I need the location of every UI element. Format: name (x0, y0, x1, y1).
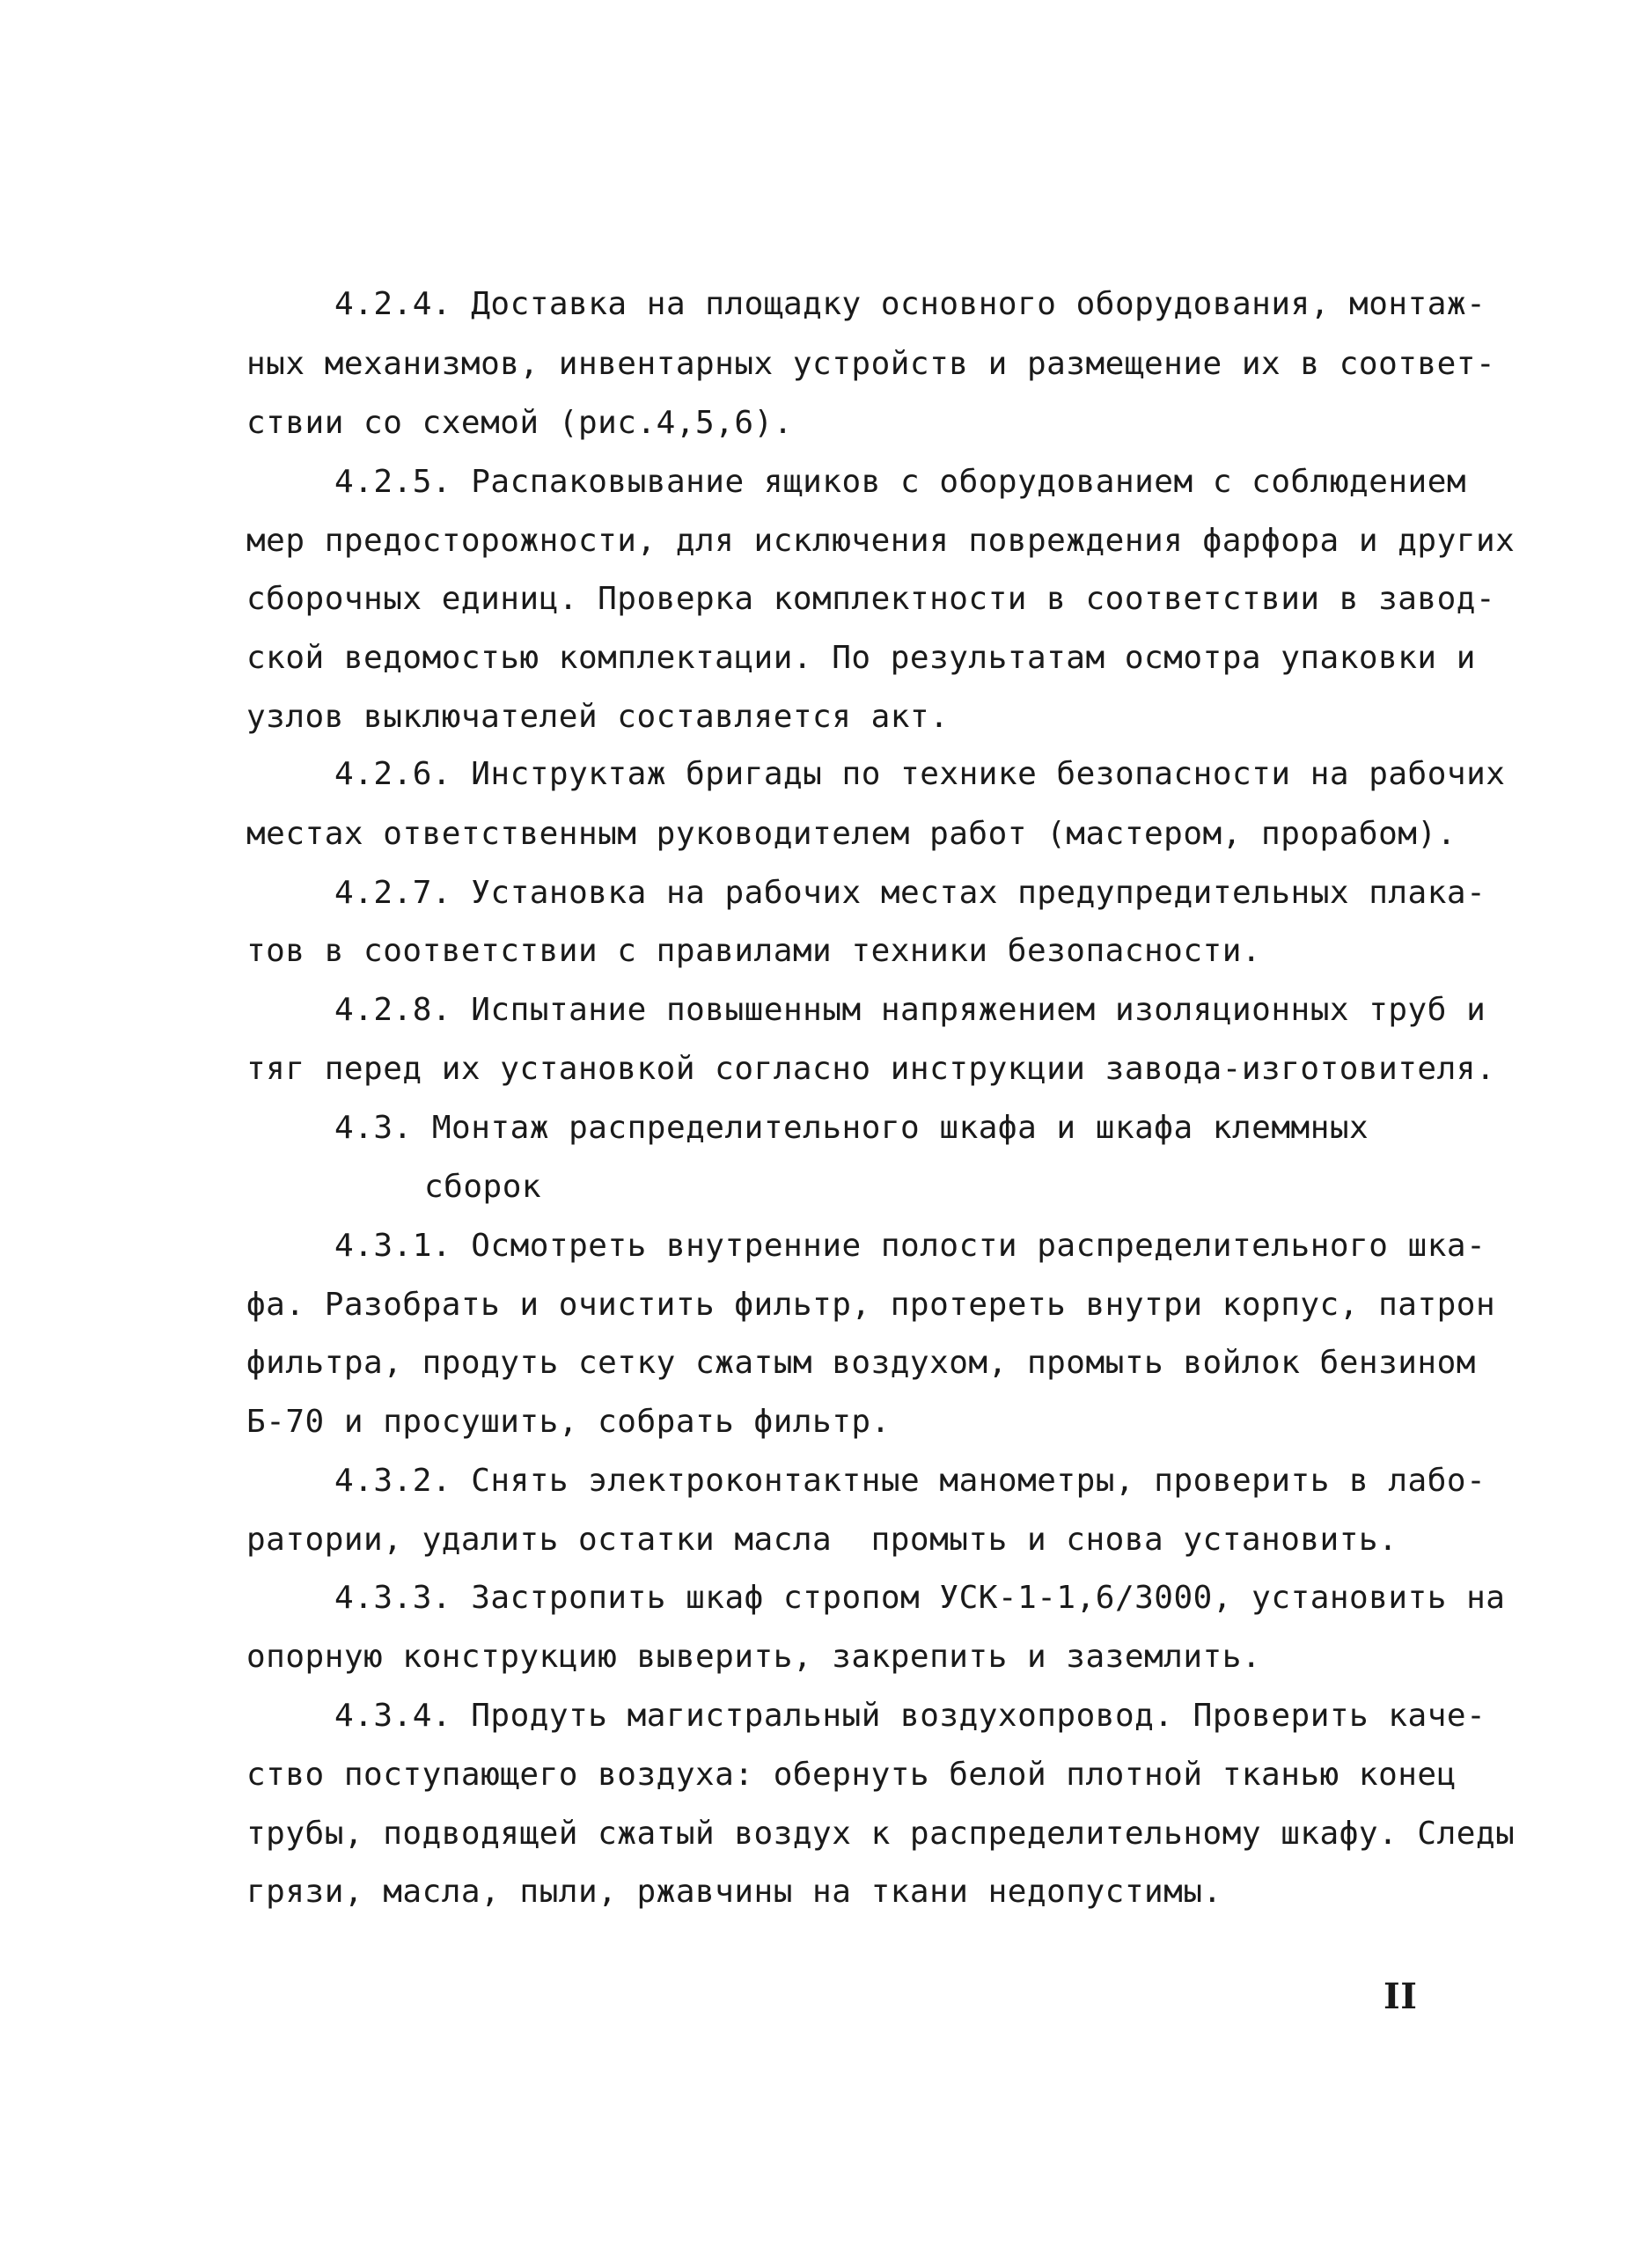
text-line: ство поступающего воздуха: обернуть белой плотной тканью конец (246, 1757, 1457, 1793)
text-line: 4.2.4. Доставка на площадку основного оборудования, монтаж- (334, 286, 1486, 322)
text-line: ных механизмов, инвентарных устройств и размещение их в соответ- (246, 346, 1496, 382)
text-line: ствии со схемой (рис.4,5,6). (246, 405, 793, 441)
text-line: трубы, подводящей сжатый воздух к распределительному шкафу. Следы (246, 1816, 1516, 1852)
text-line: опорную конструкцию выверить, закрепить и заземлить. (246, 1639, 1262, 1675)
text-line: 4.2.6. Инструктаж бригады по технике безопасности на рабочих (334, 756, 1506, 792)
text-line: узлов выключателей составляется акт. (246, 699, 950, 735)
text-line: местах ответственным руководителем работ (мастером, прорабом). (246, 816, 1457, 852)
text-line: тяг перед их установкой согласно инструкции завода-изготовителя. (246, 1051, 1496, 1087)
text-line: 4.3.1. Осмотреть внутренние полости распределительного шка- (334, 1228, 1486, 1264)
text-line: 4.3.4. Продуть магистральный воздухопровод. Проверить каче- (334, 1698, 1486, 1734)
text-line: 4.2.7. Установка на рабочих местах предупредительных плака- (334, 875, 1486, 911)
text-line: ратории, удалить остатки масла промыть и снова установить. (246, 1522, 1398, 1558)
text-line: мер предосторожности, для исключения повреждения фарфора и других (246, 523, 1516, 559)
section-heading: 4.3. Монтаж распределительного шкафа и шкафа клеммных (334, 1110, 1369, 1146)
text-line: 4.2.8. Испытание повышенным напряжением изоляционных труб и (334, 992, 1486, 1028)
section-heading: сборок (424, 1169, 542, 1205)
text-line: 4.2.5. Распаковывание ящиков с оборудованием с соблюдением (334, 464, 1467, 500)
text-line: сборочных единиц. Проверка комплектности в соответствии в завод- (246, 581, 1496, 617)
text-line: тов в соответствии с правилами техники безопасности. (246, 933, 1262, 969)
text-line: ской ведомостью комплектации. По результатам осмотра упаковки и (246, 640, 1476, 676)
text-line: Б-70 и просушить, собрать фильтр. (246, 1404, 891, 1440)
text-line: грязи, масла, пыли, ржавчины на ткани недопустимы. (246, 1874, 1222, 1910)
text-line: фа. Разобрать и очистить фильтр, протереть внутри корпус, патрон (246, 1287, 1496, 1323)
text-line: 4.3.2. Снять электроконтактные манометры, проверить в лабо- (334, 1463, 1486, 1499)
text-line: 4.3.3. Застропить шкаф стропом УСК-1-1,6/3000, установить на (334, 1580, 1506, 1616)
page-number: II (1383, 1976, 1418, 2017)
text-line: фильтра, продуть сетку сжатым воздухом, промыть войлок бензином (246, 1345, 1476, 1381)
